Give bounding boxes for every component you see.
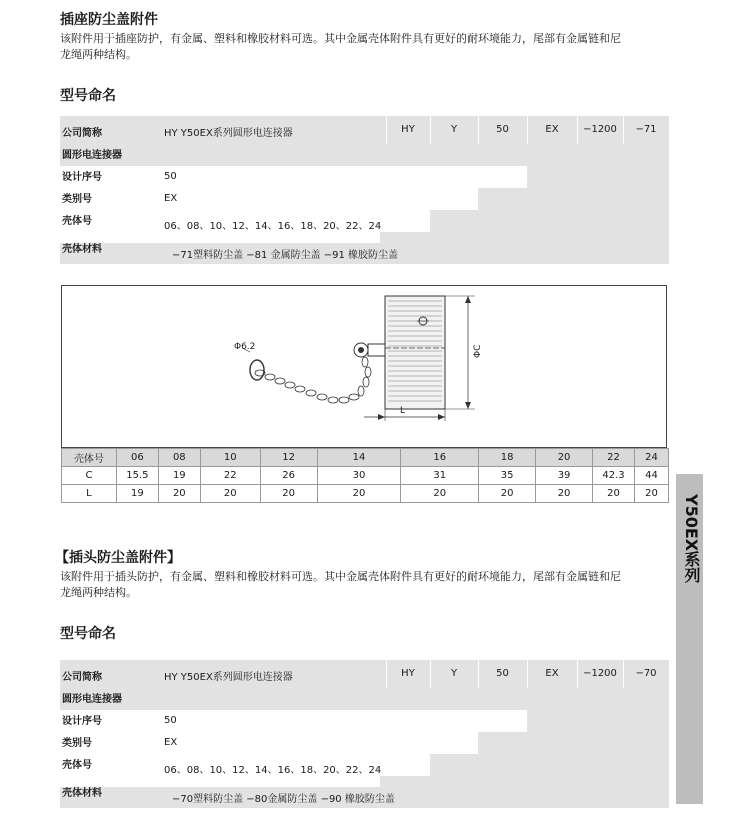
table-cell: 20 (158, 485, 200, 503)
section1-title: 插座防尘盖附件 (60, 12, 158, 28)
table-cell: 20 (260, 485, 317, 503)
section1-description (60, 31, 670, 63)
table-cell: 22 (200, 467, 260, 485)
table-cell: 20 (634, 485, 668, 503)
code-ex: EX (545, 124, 559, 135)
code-y: Y (450, 668, 458, 679)
code-hy: HY (401, 668, 415, 679)
table-cell: 22 (593, 449, 635, 467)
table-cell: 12 (260, 449, 317, 467)
code-ex: EX (545, 668, 559, 679)
series-side-label: Y50EX系列 (682, 494, 701, 584)
c-label: ΦC (473, 344, 483, 358)
table-cell: 15.5 (116, 467, 158, 485)
table-cell: 19 (158, 467, 200, 485)
category-label: 类别号 (62, 738, 92, 749)
table-cell: 20 (401, 485, 479, 503)
table-row (62, 449, 669, 467)
shell-label: 壳体号 (62, 760, 92, 771)
table-cell: 20 (200, 485, 260, 503)
section1-naming-block (60, 116, 669, 264)
code-y: Y (450, 124, 458, 135)
table-cell: 35 (479, 467, 536, 485)
dimension-table (61, 448, 669, 503)
table-row (62, 485, 669, 503)
table-cell: 26 (260, 467, 317, 485)
table-cell: 20 (536, 449, 593, 467)
company-value: HY Y50EX系列圆形电连接器 (164, 128, 293, 139)
table-cell: L (62, 485, 117, 503)
design-value: 50 (164, 171, 177, 182)
table-cell: 18 (479, 449, 536, 467)
category-value: EX (164, 737, 178, 748)
table-cell: 10 (200, 449, 260, 467)
shell-label: 壳体号 (62, 216, 92, 227)
table-cell: 14 (317, 449, 401, 467)
dust-cap-drawing (62, 286, 668, 449)
table-cell: 24 (634, 449, 668, 467)
section1-naming-title: 型号命名 (60, 88, 116, 104)
table-cell: 06 (116, 449, 158, 467)
code-1200: −1200 (583, 668, 617, 679)
table-cell: 30 (317, 467, 401, 485)
section2-description (60, 569, 670, 601)
table-cell: 20 (317, 485, 401, 503)
table-cell: C (62, 467, 117, 485)
code-50: 50 (496, 124, 509, 135)
category-value: EX (164, 193, 178, 204)
section2-title: 【插头防尘盖附件】 (55, 550, 181, 566)
code-material: −71 (635, 124, 657, 135)
table-cell: 39 (536, 467, 593, 485)
code-material: −70 (635, 668, 657, 679)
phi-label: Φ6.2 (234, 342, 256, 352)
table-cell: 31 (401, 467, 479, 485)
round-label: 圆形电连接器 (62, 150, 122, 161)
l-label: L (400, 406, 406, 416)
table-cell: 20 (479, 485, 536, 503)
code-hy: HY (401, 124, 415, 135)
table-cell: 20 (593, 485, 635, 503)
table-row (62, 467, 669, 485)
shell-value: 06、08、10、12、14、16、18、20、22、24 (164, 765, 382, 776)
company-value: HY Y50EX系列圆形电连接器 (164, 672, 293, 683)
company-label: 公司简称 (62, 128, 102, 139)
material-label: 壳体材料 (62, 244, 102, 255)
series-side-tab (676, 474, 703, 804)
category-label: 类别号 (62, 194, 92, 205)
design-label: 设计序号 (62, 172, 102, 183)
material-value: −71塑料防尘盖 −81 金属防尘盖 −91 橡胶防尘盖 (172, 250, 399, 261)
design-value: 50 (164, 715, 177, 726)
table-cell: 44 (634, 467, 668, 485)
section2-naming-block (60, 660, 669, 808)
material-label: 壳体材料 (62, 788, 102, 799)
design-label: 设计序号 (62, 716, 102, 727)
section1-desc-line2: 龙绳两种结构。 (60, 48, 137, 61)
section2-desc-line1: 该附件用于插头防护，有金属、塑料和橡胶材料可选。其中金属壳体附件具有更好的耐环境能力，尾部有金属链和尼 (60, 570, 621, 583)
material-value: −70塑料防尘盖 −80金属防尘盖 −90 橡胶防尘盖 (172, 794, 395, 805)
table-cell: 16 (401, 449, 479, 467)
round-label: 圆形电连接器 (62, 694, 122, 705)
section2-naming-title: 型号命名 (60, 626, 116, 642)
code-50: 50 (496, 668, 509, 679)
section1-desc-line1: 该附件用于插座防护，有金属、塑料和橡胶材料可选。其中金属壳体附件具有更好的耐环境能力，尾部有金属链和尼 (60, 32, 621, 45)
shell-value: 06、08、10、12、14、16、18、20、22、24 (164, 221, 382, 232)
table-cell: 壳体号 (62, 449, 117, 467)
table-cell: 08 (158, 449, 200, 467)
company-label: 公司简称 (62, 672, 102, 683)
table-cell: 42.3 (593, 467, 635, 485)
code-1200: −1200 (583, 124, 617, 135)
table-cell: 19 (116, 485, 158, 503)
drawing-frame (61, 285, 667, 448)
table-cell: 20 (536, 485, 593, 503)
section2-desc-line2: 龙绳两种结构。 (60, 586, 137, 599)
